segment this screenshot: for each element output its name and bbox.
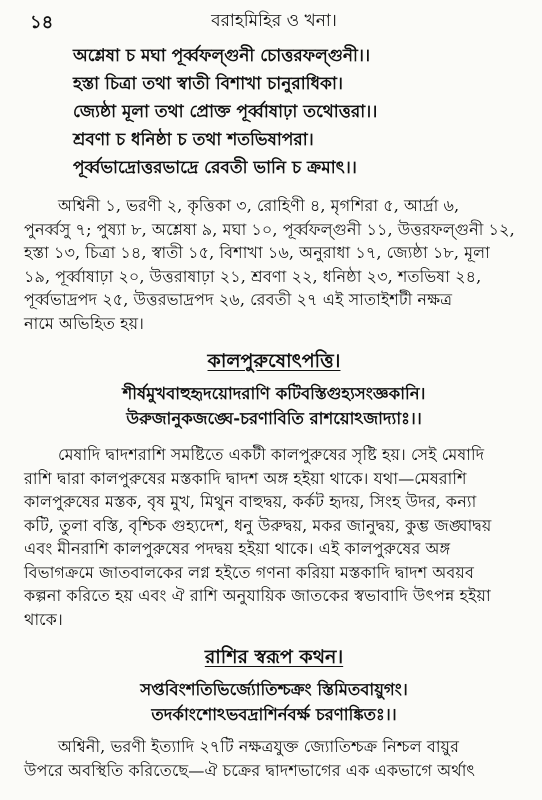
text-line: বিভাগক্রমে জাতবালকের লগ্ন হইতে গণনা করিয়া মস্তকাদি দ্বাদশ অবয়ব <box>24 562 474 582</box>
page-number: ১৪ <box>30 12 54 33</box>
shloka-kalapurusha <box>24 381 524 431</box>
book-title: বরাহমিহির ও খনা। <box>211 11 337 31</box>
text-line: এবং মীনরাশি কালপুরুষের পদদ্বয় হইয়া থাকে। এই কালপুরুষের অঙ্গ <box>24 539 451 558</box>
shloka-line: তদর্কাংশোঽভবদ্রাশির্নবর্ক্ষ চরণাঙ্কিতঃ।। <box>151 705 397 724</box>
verse-line: জ্যেষ্ঠা মূলা তথা প্রোক্ত পূর্ব্বাষাঢ়া তথোত্তরা।। <box>73 102 378 122</box>
text-line: পূর্ব্বভাদ্রপদ ২৫, উত্তরভাদ্রপদ ২৬, রেবতী ২৭ এই সাতাইশটী নক্ষত্র <box>24 290 453 309</box>
text-line: অশ্বিনী ১, ভরণী ২, কৃত্তিকা ৩, রোহিণী ৪, মৃগশিরা ৫, আর্দ্রা ৬, <box>58 196 460 215</box>
heading-text: রাশির স্বরূপ কথন। <box>204 646 344 668</box>
text-line: ১৯, পূর্ব্বাষাঢ়া ২০, উত্তরাষাঢ়া ২১, শ্রবণা ২২, ধনিষ্ঠা ২৩, শতভিষা ২৪, <box>24 266 482 286</box>
text-line: হস্তা ১৩, চিত্রা ১৪, স্বাতী ১৫, বিশাখা ১৬, অনুরাধা ১৭, জ্যেষ্ঠা ১৮, মূলা <box>24 243 490 262</box>
text-line: নামে অভিহিত হয়। <box>24 313 144 333</box>
paragraph-kalapurusha <box>24 443 524 631</box>
section-heading-rashi <box>24 643 524 671</box>
shloka-line: উরুজানুকজঙ্ঘে-চরণাবিতি রাশয়োঽজাদ্যাঃ।। <box>126 409 422 428</box>
text-line: কালপুরুষের মস্তক, বৃষ মুখ, মিথুন বাহুদ্বয়, কর্কট হৃদয়, সিংহ উদর, কন্যা <box>24 492 477 511</box>
heading-text: কালপুরুষোৎপত্তি। <box>207 350 341 372</box>
shloka-line: শীর্ষমুখবাহুহৃদয়োদরাণি কটিবস্তিগুহ্যসংজ্ঞকানি। <box>122 384 426 403</box>
paragraph-rashi <box>24 735 524 782</box>
verse-line: হস্তা চিত্রা তথা স্বাতী বিশাখা চানুরাধিকা। <box>73 74 343 94</box>
shloka-line: সপ্তবিংশতিভির্জ্যোতিশ্চক্রং স্তিমিতবায়ুগং। <box>140 680 408 699</box>
section-heading-kalapurusha <box>24 347 524 375</box>
verse-line: শ্রবণা চ ধনিষ্ঠা চ তথা শতভিষাপরা। <box>73 130 314 150</box>
text-line: উপরে অবস্থিতি করিতেছে—ঐ চক্রের দ্বাদশভাগের এক একভাগে অর্থাৎ <box>24 760 476 780</box>
text-line: অশ্বিনী, ভরণী ইত্যাদি ২৭টি নক্ষত্রযুক্ত জ্যোতিশ্চক্র নিশ্চল বায়ুর <box>58 737 459 756</box>
paragraph-nakshatra-list <box>24 194 524 335</box>
verse-line: পূর্ব্বভাদ্রোত্তরভাদ্রে রেবতী ভানি চ ক্রমাৎ।। <box>73 158 357 178</box>
text-line: কটি, তুলা বস্তি, বৃশ্চিক গুহ্যদেশ, ধনু উরুদ্বয়, মকর জানুদ্বয়, কুম্ভ জঙ্ঘাদ্বয় <box>24 515 492 535</box>
text-line: পুনর্ব্বসু ৭; পুষ্যা ৮, অশ্লেষা ৯, মঘা ১০, পূর্ব্বফল্গুনী ১১, উত্তরফল্গুনী ১২, <box>24 219 515 239</box>
verse-block-nakshatra <box>24 42 524 182</box>
shloka-rashi <box>24 677 524 727</box>
text-line: কল্পনা করিতে হয় এবং ঐ রাশি অনুযায়িক জাতকের স্বভাবাদি উৎপন্ন হইয়া <box>24 586 491 605</box>
text-line: থাকে। <box>24 609 63 629</box>
running-head <box>24 8 524 34</box>
text-line: মেষাদি দ্বাদশরাশি সমষ্টিতে একটী কালপুরুষের সৃষ্টি হয়। সেই মেষাদি <box>58 445 485 464</box>
verse-line: অশ্লেষা চ মঘা পূর্ব্বফল্গুনী চোত্তরফল্গুনী।। <box>73 46 371 66</box>
text-line: রাশি দ্বারা কালপুরুষের মস্তকাদি দ্বাদশ অঙ্গ হইয়া থাকে। যথা—মেষরাশি <box>24 468 467 488</box>
